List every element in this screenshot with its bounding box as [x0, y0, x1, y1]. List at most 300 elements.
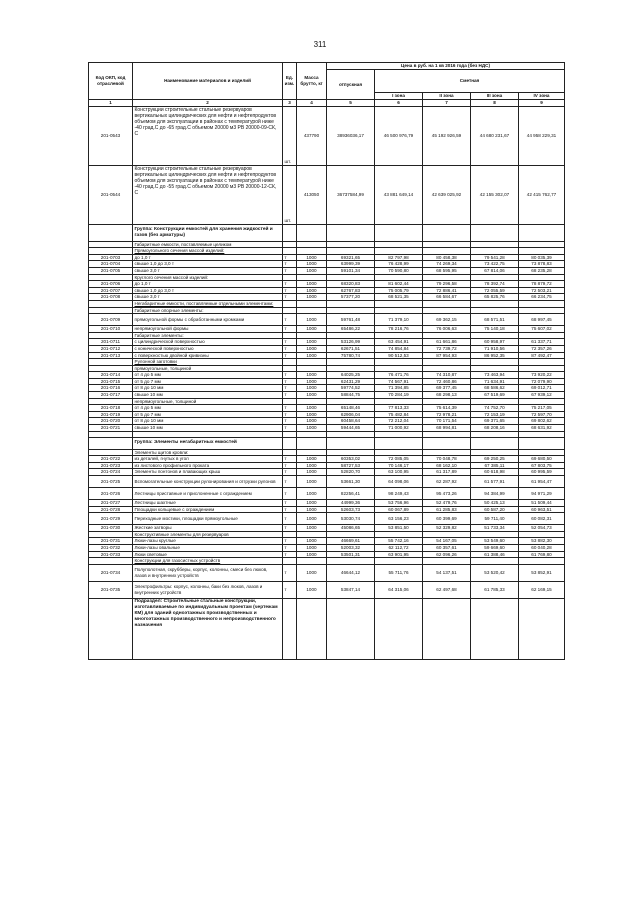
- row-release-price: 45086,65: [327, 525, 375, 532]
- row-zone4-price: 72 503,21: [519, 287, 565, 294]
- row-zone1-price: 68 521,35: [375, 294, 423, 301]
- row-zone3-price: 67 519,69: [471, 392, 519, 399]
- table-row: [89, 418, 565, 425]
- row-unit: т: [283, 513, 297, 525]
- table-row: [89, 287, 565, 294]
- empty-cell: [375, 558, 423, 565]
- empty-cell: [423, 307, 471, 314]
- row-name: от 8 до 10 мм: [133, 418, 283, 425]
- empty-cell: [375, 598, 423, 659]
- row-zone4-price: 42 415 762,77: [519, 165, 565, 224]
- row-code: 201-0716: [89, 385, 133, 392]
- row-release-price: 52603,73: [327, 506, 375, 513]
- row-unit: шт.: [283, 165, 297, 224]
- row-mass: 1000: [297, 254, 327, 261]
- row-name: с цилиндрической поверхностью: [133, 339, 283, 346]
- row-zone1-price: 43 881 649,14: [375, 165, 423, 224]
- row-name: Люки световые: [133, 551, 283, 558]
- row-code: 201-0718: [89, 405, 133, 412]
- row-mass: 1000: [297, 462, 327, 469]
- row-zone4-price: 69 012,71: [519, 385, 565, 392]
- row-name: прямоугольной формы с обработанными кромками: [133, 314, 283, 326]
- row-zone1-price: 90 512,53: [375, 352, 423, 359]
- row-release-price: 52820,70: [327, 469, 375, 476]
- empty-cell: [89, 248, 133, 255]
- row-release-price: 53847,14: [327, 581, 375, 598]
- row-zone2-price: 80 458,38: [423, 254, 471, 261]
- row-code: 201-0713: [89, 352, 133, 359]
- row-zone3-price: 94 384,99: [471, 488, 519, 500]
- row-code: 201-0720: [89, 418, 133, 425]
- row-zone1-price: 63 156,23: [375, 513, 423, 525]
- row-zone1-price: 53 756,96: [375, 500, 423, 507]
- table-row: [89, 294, 565, 301]
- empty-cell: [89, 307, 133, 314]
- row-unit: т: [283, 378, 297, 385]
- row-zone4-price: 73 920,22: [519, 372, 565, 379]
- row-zone1-price: 78 216,76: [375, 326, 423, 333]
- row-zone3-price: 65 825,76: [471, 294, 519, 301]
- row-unit: т: [283, 425, 297, 432]
- row-zone4-price: 75 607,02: [519, 326, 565, 333]
- empty-cell: [283, 300, 297, 307]
- empty-cell: [297, 300, 327, 307]
- row-unit: т: [283, 294, 297, 301]
- row-unit: т: [283, 392, 297, 399]
- subheading: Негабаритные емкости, поставляемые отдельными элементами:: [133, 300, 283, 307]
- row-code: 201-0735: [89, 581, 133, 598]
- row-unit: т: [283, 287, 297, 294]
- row-code: 201-0721: [89, 425, 133, 432]
- row-mass: 1000: [297, 488, 327, 500]
- row-zone4-price: 72 357,26: [519, 345, 565, 352]
- row-release-price: 46669,61: [327, 538, 375, 545]
- row-release-price: 68320,83: [327, 281, 375, 288]
- row-zone3-price: 75 140,18: [471, 326, 519, 333]
- row-zone3-price: 44 680 231,67: [471, 106, 519, 165]
- empty-cell: [519, 224, 565, 241]
- row-release-price: 75780,74: [327, 352, 375, 359]
- row-release-price: 82256,41: [327, 488, 375, 500]
- subheading-row: [89, 365, 565, 372]
- row-zone2-price: 45 192 926,59: [423, 106, 471, 165]
- row-mass: 1000: [297, 392, 327, 399]
- empty-cell: [375, 300, 423, 307]
- row-name: свыше 1,0 до 3,0 т: [133, 287, 283, 294]
- row-mass: 1000: [297, 372, 327, 379]
- empty-cell: [89, 359, 133, 366]
- row-zone1-price: 53 851,50: [375, 525, 423, 532]
- row-code: 201-0703: [89, 254, 133, 261]
- row-mass: 1000: [297, 411, 327, 418]
- row-zone3-price: 51 733,34: [471, 525, 519, 532]
- row-mass: 1000: [297, 456, 327, 463]
- row-zone3-price: 61 388,46: [471, 551, 519, 558]
- row-zone2-price: 79 296,58: [423, 281, 471, 288]
- row-zone2-price: 54 167,05: [423, 538, 471, 545]
- row-zone2-price: 70 048,78: [423, 456, 471, 463]
- row-mass: 1000: [297, 425, 327, 432]
- empty-cell: [519, 398, 565, 405]
- row-unit: т: [283, 469, 297, 476]
- empty-cell: [283, 398, 297, 405]
- empty-cell: [423, 300, 471, 307]
- row-zone1-price: 71 394,85: [375, 385, 423, 392]
- row-zone1-price: 62 112,72: [375, 544, 423, 551]
- row-name: от 5 до 7 мм: [133, 378, 283, 385]
- row-code: 201-0732: [89, 544, 133, 551]
- table-row: [89, 500, 565, 507]
- row-zone3-price: 59 669,60: [471, 544, 519, 551]
- empty-cell: [327, 359, 375, 366]
- row-unit: т: [283, 385, 297, 392]
- empty-cell: [471, 248, 519, 255]
- row-unit: т: [283, 456, 297, 463]
- empty-cell: [283, 241, 297, 248]
- row-mass: 1000: [297, 294, 327, 301]
- row-zone2-price: 61 285,83: [423, 506, 471, 513]
- row-code: 201-0705: [89, 267, 133, 274]
- empty-cell: [327, 365, 375, 372]
- subheading-row: [89, 248, 565, 255]
- table-row: [89, 281, 565, 288]
- header-zone-3: III зона: [471, 93, 519, 100]
- empty-cell: [471, 449, 519, 456]
- empty-cell: [519, 274, 565, 281]
- empty-cell: [283, 307, 297, 314]
- row-mass: 1000: [297, 525, 327, 532]
- empty-cell: [327, 274, 375, 281]
- row-zone3-price: 67 814,06: [471, 267, 519, 274]
- row-code: 201-0728: [89, 506, 133, 513]
- table-row: [89, 551, 565, 558]
- empty-cell: [519, 300, 565, 307]
- row-zone2-price: 70 171,54: [423, 418, 471, 425]
- row-name: Лестницы шахтные: [133, 500, 283, 507]
- group-title: Группа: Конструкции емкостей для хранения жидкостей и газов (без арматуры): [133, 224, 283, 241]
- row-name: Полуполотная, скрубберы, корпус, колонны, смеси без люков, лазов и внутренних устройств: [133, 564, 283, 581]
- empty-cell: [519, 437, 565, 449]
- empty-cell: [375, 224, 423, 241]
- row-zone3-price: 73 463,94: [471, 372, 519, 379]
- empty-cell: [423, 248, 471, 255]
- table-row: [89, 469, 565, 476]
- row-code: 201-0733: [89, 551, 133, 558]
- row-zone1-price: 81 602,44: [375, 281, 423, 288]
- row-zone2-price: 68 595,95: [423, 267, 471, 274]
- col-num: 5: [327, 100, 375, 107]
- row-zone2-price: 74 310,87: [423, 372, 471, 379]
- row-release-price: 58844,75: [327, 392, 375, 399]
- row-zone4-price: 68 997,45: [519, 314, 565, 326]
- row-name: Электрофильтры: корпус, колонны, баки без люков, лазов и внутренних устройств: [133, 581, 283, 598]
- row-code: 201-0707: [89, 287, 133, 294]
- row-code: 201-0731: [89, 538, 133, 545]
- row-code: 201-0734: [89, 564, 133, 581]
- row-release-price: 38936036,17: [327, 106, 375, 165]
- row-zone4-price: 60 995,59: [519, 469, 565, 476]
- row-unit: т: [283, 267, 297, 274]
- empty-cell: [89, 365, 133, 372]
- empty-cell: [471, 598, 519, 659]
- table-row: [89, 165, 565, 224]
- row-release-price: 53126,99: [327, 339, 375, 346]
- empty-cell: [375, 531, 423, 538]
- row-release-price: 65148,46: [327, 405, 375, 412]
- row-name: до 1,0 т: [133, 281, 283, 288]
- row-unit: т: [283, 261, 297, 268]
- row-mass: 1000: [297, 469, 327, 476]
- empty-cell: [519, 332, 565, 339]
- row-name: от 4 до 5 мм: [133, 372, 283, 379]
- empty-cell: [297, 359, 327, 366]
- empty-cell: [519, 359, 565, 366]
- row-unit: т: [283, 281, 297, 288]
- row-name: Лестницы приставные и прислоненные с ограждением: [133, 488, 283, 500]
- group-title: Группа: Элементы негабаритных емкостей: [133, 437, 283, 449]
- empty-cell: [327, 307, 375, 314]
- empty-cell: [519, 248, 565, 255]
- header-unit: Ед. изм.: [283, 63, 297, 100]
- row-zone3-price: 69 371,65: [471, 418, 519, 425]
- row-zone2-price: 68 162,10: [423, 462, 471, 469]
- empty-cell: [471, 398, 519, 405]
- row-mass: 1000: [297, 267, 327, 274]
- row-release-price: 44999,36: [327, 500, 375, 507]
- table-row: [89, 488, 565, 500]
- row-release-price: 64025,25: [327, 372, 375, 379]
- row-code: 201-0710: [89, 326, 133, 333]
- empty-cell: [375, 365, 423, 372]
- row-release-price: 53501,31: [327, 551, 375, 558]
- row-name: от 8 до 10 мм: [133, 385, 283, 392]
- price-table: [88, 62, 565, 660]
- row-zone2-price: 68 298,13: [423, 392, 471, 399]
- row-name: Люки-лазы круглые: [133, 538, 283, 545]
- row-release-price: 59761,48: [327, 314, 375, 326]
- col-num: 3: [283, 100, 297, 107]
- empty-cell: [283, 224, 297, 241]
- row-zone4-price: 72 079,90: [519, 378, 565, 385]
- empty-cell: [471, 531, 519, 538]
- row-unit: т: [283, 525, 297, 532]
- row-name: непрямоугольной формы: [133, 326, 283, 333]
- row-zone4-price: 78 879,72: [519, 281, 565, 288]
- row-zone4-price: 75 217,05: [519, 405, 565, 412]
- empty-cell: [375, 398, 423, 405]
- empty-cell: [519, 449, 565, 456]
- empty-cell: [375, 307, 423, 314]
- row-zone1-price: 64 098,06: [375, 476, 423, 488]
- empty-cell: [297, 449, 327, 456]
- row-zone3-price: 59 711,40: [471, 513, 519, 525]
- row-zone1-price: 55 711,76: [375, 564, 423, 581]
- empty-cell: [471, 274, 519, 281]
- row-unit: шт.: [283, 106, 297, 165]
- row-zone2-price: 62 497,68: [423, 581, 471, 598]
- row-code: 201-0722: [89, 456, 133, 463]
- empty-cell: [89, 300, 133, 307]
- table-row: [89, 392, 565, 399]
- table-row: [89, 456, 565, 463]
- row-mass: 1000: [297, 564, 327, 581]
- row-zone2-price: 75 614,39: [423, 405, 471, 412]
- row-zone4-price: 62 169,15: [519, 581, 565, 598]
- row-zone2-price: 68 994,81: [423, 425, 471, 432]
- row-code: 201-0724: [89, 469, 133, 476]
- empty-cell: [519, 558, 565, 565]
- empty-cell: [471, 332, 519, 339]
- table-row: [89, 314, 565, 326]
- empty-cell: [519, 307, 565, 314]
- row-unit: т: [283, 254, 297, 261]
- row-mass: 1000: [297, 261, 327, 268]
- empty-cell: [519, 365, 565, 372]
- row-zone3-price: 60 958,97: [471, 339, 519, 346]
- row-zone2-price: 76 006,63: [423, 326, 471, 333]
- empty-cell: [283, 274, 297, 281]
- col-num: 9: [519, 100, 565, 107]
- row-unit: т: [283, 352, 297, 359]
- row-zone1-price: 75 005,79: [375, 287, 423, 294]
- row-name: с поверхностью двойной кривизны: [133, 352, 283, 359]
- empty-cell: [283, 332, 297, 339]
- row-mass: 1000: [297, 314, 327, 326]
- row-zone3-price: 53 549,60: [471, 538, 519, 545]
- empty-cell: [283, 437, 297, 449]
- row-zone3-price: 79 541,28: [471, 254, 519, 261]
- empty-cell: [327, 598, 375, 659]
- empty-cell: [297, 531, 327, 538]
- row-zone3-price: 71 634,91: [471, 378, 519, 385]
- table-row: [89, 525, 565, 532]
- row-zone4-price: 72 597,70: [519, 411, 565, 418]
- row-mass: 1000: [297, 352, 327, 359]
- row-zone4-price: 68 631,92: [519, 425, 565, 432]
- header-zone-4: IV зона: [519, 93, 565, 100]
- row-name: Конструкции строительные стальные резервуаров вертикальных цилиндрических для нефти и нефтепродуктов объемом для эксплуатации в районах с температурой ниже -40 град.С до -55 град.С объемом 20000 м3 РВ 20000-12-СК, С: [133, 165, 283, 224]
- table-row: [89, 476, 565, 488]
- row-mass: 1000: [297, 581, 327, 598]
- row-code: 201-0708: [89, 294, 133, 301]
- subheading-row: [89, 307, 565, 314]
- row-release-price: 63999,39: [327, 261, 375, 268]
- row-release-price: 69321,65: [327, 254, 375, 261]
- header-release: отпускная: [327, 69, 375, 99]
- row-release-price: 62906,04: [327, 411, 375, 418]
- row-zone1-price: 70 590,80: [375, 267, 423, 274]
- subheading-row: [89, 558, 565, 565]
- row-zone4-price: 60 963,51: [519, 506, 565, 513]
- header-zone-2: II зона: [423, 93, 471, 100]
- row-name: из деталей, гнутых в угол: [133, 456, 283, 463]
- subsection-row: [89, 598, 565, 659]
- table-row: [89, 411, 565, 418]
- empty-cell: [89, 241, 133, 248]
- subheading-row: [89, 398, 565, 405]
- row-release-price: 65486,22: [327, 326, 375, 333]
- row-zone1-price: 71 379,10: [375, 314, 423, 326]
- row-zone4-price: 67 803,75: [519, 462, 565, 469]
- empty-cell: [423, 531, 471, 538]
- row-code: 201-0711: [89, 339, 133, 346]
- empty-cell: [423, 598, 471, 659]
- row-zone3-price: 74 752,70: [471, 405, 519, 412]
- row-mass: 1000: [297, 326, 327, 333]
- row-name: Площадки кольцевые с ограждением: [133, 506, 283, 513]
- subheading: прямоугольные, толщиной: [133, 365, 283, 372]
- row-name: свыше 3,0 т: [133, 294, 283, 301]
- row-zone3-price: 68 208,16: [471, 425, 519, 432]
- row-mass: 1000: [297, 544, 327, 551]
- row-name: Люки-лазы овальные: [133, 544, 283, 551]
- row-zone2-price: 42 639 025,92: [423, 165, 471, 224]
- empty-cell: [297, 398, 327, 405]
- row-zone4-price: 51 509,44: [519, 500, 565, 507]
- row-zone1-price: 77 813,33: [375, 405, 423, 412]
- subheading: Габаритные емкости, поставляемые целиком: [133, 241, 283, 248]
- empty-cell: [375, 248, 423, 255]
- col-num: 8: [471, 100, 519, 107]
- empty-cell: [375, 241, 423, 248]
- table-row: [89, 352, 565, 359]
- header-price-title: Цена в руб. на 1 кв 2016 года (без НДС): [327, 63, 565, 70]
- row-code: 201-0729: [89, 513, 133, 525]
- empty-cell: [423, 224, 471, 241]
- empty-cell: [283, 359, 297, 366]
- empty-cell: [375, 332, 423, 339]
- empty-cell: [297, 307, 327, 314]
- row-zone1-price: 55 742,16: [375, 538, 423, 545]
- table-row: [89, 378, 565, 385]
- row-zone3-price: 60 618,98: [471, 469, 519, 476]
- row-unit: т: [283, 314, 297, 326]
- empty-cell: [283, 558, 297, 565]
- row-mass: 1000: [297, 281, 327, 288]
- row-zone4-price: 68 235,28: [519, 267, 565, 274]
- row-code: 201-0730: [89, 525, 133, 532]
- row-name: свыше 1,0 до 3,0 т: [133, 261, 283, 268]
- empty-cell: [471, 224, 519, 241]
- row-release-price: 62671,51: [327, 345, 375, 352]
- row-zone3-price: 78 392,74: [471, 281, 519, 288]
- row-mass: 1000: [297, 345, 327, 352]
- subheading: Конструкции для газосистных устройств: [133, 558, 283, 565]
- row-zone1-price: 64 315,06: [375, 581, 423, 598]
- row-name: от 4 до 5 мм: [133, 405, 283, 412]
- empty-cell: [283, 248, 297, 255]
- empty-cell: [519, 241, 565, 248]
- group-row: [89, 224, 565, 241]
- row-zone1-price: 71 000,92: [375, 425, 423, 432]
- row-mass: 1000: [297, 551, 327, 558]
- empty-cell: [89, 598, 133, 659]
- empty-cell: [297, 558, 327, 565]
- col-num: 6: [375, 100, 423, 107]
- row-zone4-price: 73 878,83: [519, 261, 565, 268]
- empty-cell: [423, 359, 471, 366]
- col-num: 1: [89, 100, 133, 107]
- row-unit: т: [283, 418, 297, 425]
- subheading-row: [89, 332, 565, 339]
- column-number-row: [89, 100, 565, 107]
- empty-cell: [89, 332, 133, 339]
- row-release-price: 60458,64: [327, 418, 375, 425]
- row-zone4-price: 53 882,30: [519, 538, 565, 545]
- row-zone4-price: 69 802,62: [519, 418, 565, 425]
- row-zone2-price: 52 329,82: [423, 525, 471, 532]
- row-zone3-price: 53 520,42: [471, 564, 519, 581]
